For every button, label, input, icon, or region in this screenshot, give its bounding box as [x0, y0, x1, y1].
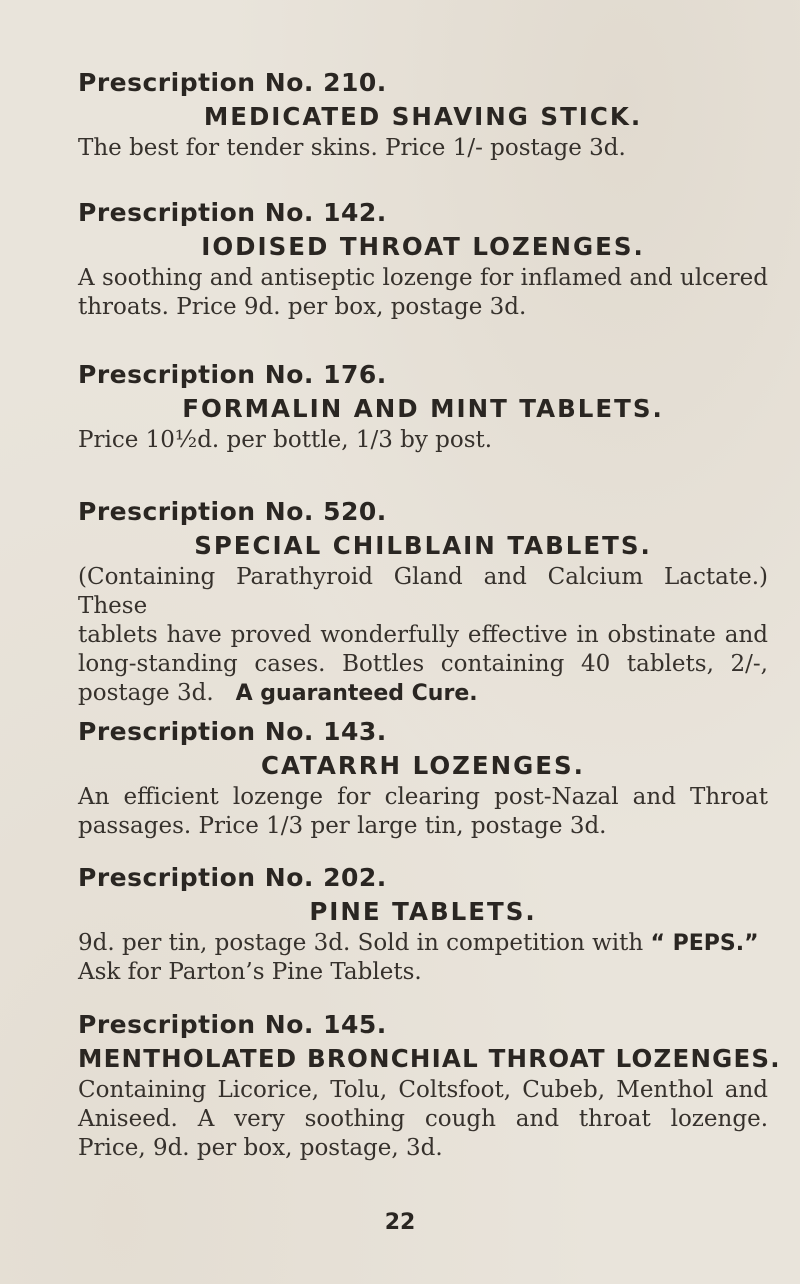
prescription-number: Prescription No. 145. — [78, 1010, 387, 1039]
product-description — [78, 1076, 768, 1163]
prescription-number: Prescription No. 176. — [78, 360, 387, 389]
prescription-number: Prescription No. 142. — [78, 198, 387, 227]
product-title: MENTHOLATED BRONCHIAL THROAT LOZENGES. — [78, 1044, 781, 1073]
product-title: SPECIAL CHILBLAIN TABLETS. — [194, 531, 652, 560]
entry-142 — [78, 198, 768, 322]
entry-176 — [78, 360, 768, 455]
description-line: long-standing cases. Bottles containing 40 tablets, 2/-, — [78, 651, 768, 677]
description-line: Price, 9d. per box, postage, 3d. — [78, 1135, 443, 1161]
description-line: passages. Price 1/3 per large tin, postage 3d. — [78, 813, 607, 839]
description-line: Price 10½d. per bottle, 1/3 by post. — [78, 427, 493, 453]
product-title: MEDICATED SHAVING STICK. — [203, 102, 643, 131]
prescription-number: Prescription No. 210. — [78, 68, 387, 97]
entry-145 — [78, 1010, 781, 1163]
description-line: tablets have proved wonderfully effective in obstinate and — [78, 622, 768, 648]
description-line: Aniseed. A very soothing cough and throat lozenge. — [78, 1106, 768, 1132]
entry-202 — [78, 863, 768, 987]
product-description — [78, 783, 768, 841]
description-line: The best for tender skins. Price 1/- postage 3d. — [78, 135, 626, 161]
product-title: FORMALIN AND MINT TABLETS. — [182, 394, 664, 423]
prescription-number: Prescription No. 520. — [78, 497, 387, 526]
description-line — [78, 929, 768, 958]
description-line: Containing Licorice, Tolu, Coltsfoot, Cubeb, Menthol and — [78, 1077, 768, 1103]
prescription-number: Prescription No. 202. — [78, 863, 387, 892]
product-title: CATARRH LOZENGES. — [261, 751, 585, 780]
peps-emphasis: “ PEPS.” — [650, 931, 759, 956]
entry-143 — [78, 717, 768, 841]
description-line: (Containing Parathyroid Gland and Calcium Lactate.) These — [78, 564, 768, 619]
product-description — [78, 134, 768, 163]
product-description — [78, 929, 768, 987]
description-text: 9d. per tin, postage 3d. Sold in competition with — [78, 930, 644, 956]
prescription-number: Prescription No. 143. — [78, 717, 387, 746]
product-description — [78, 264, 768, 322]
product-title: PINE TABLETS. — [309, 897, 537, 926]
product-description — [78, 563, 768, 708]
entry-210 — [78, 68, 768, 163]
product-description — [78, 426, 768, 455]
entry-520 — [78, 497, 768, 708]
description-line: Ask for Parton’s Pine Tablets. — [78, 959, 422, 985]
guarantee-emphasis: A guaranteed Cure. — [235, 681, 478, 706]
description-text: postage 3d. — [78, 680, 214, 706]
product-title: IODISED THROAT LOZENGES. — [201, 232, 645, 261]
description-line — [78, 679, 768, 708]
description-line: throats. Price 9d. per box, postage 3d. — [78, 294, 527, 320]
description-line: An efficient lozenge for clearing post-Nazal and Throat — [78, 784, 768, 810]
description-line: A soothing and antiseptic lozenge for inflamed and ulcered — [78, 265, 768, 291]
page-number: 22 — [384, 1210, 416, 1235]
